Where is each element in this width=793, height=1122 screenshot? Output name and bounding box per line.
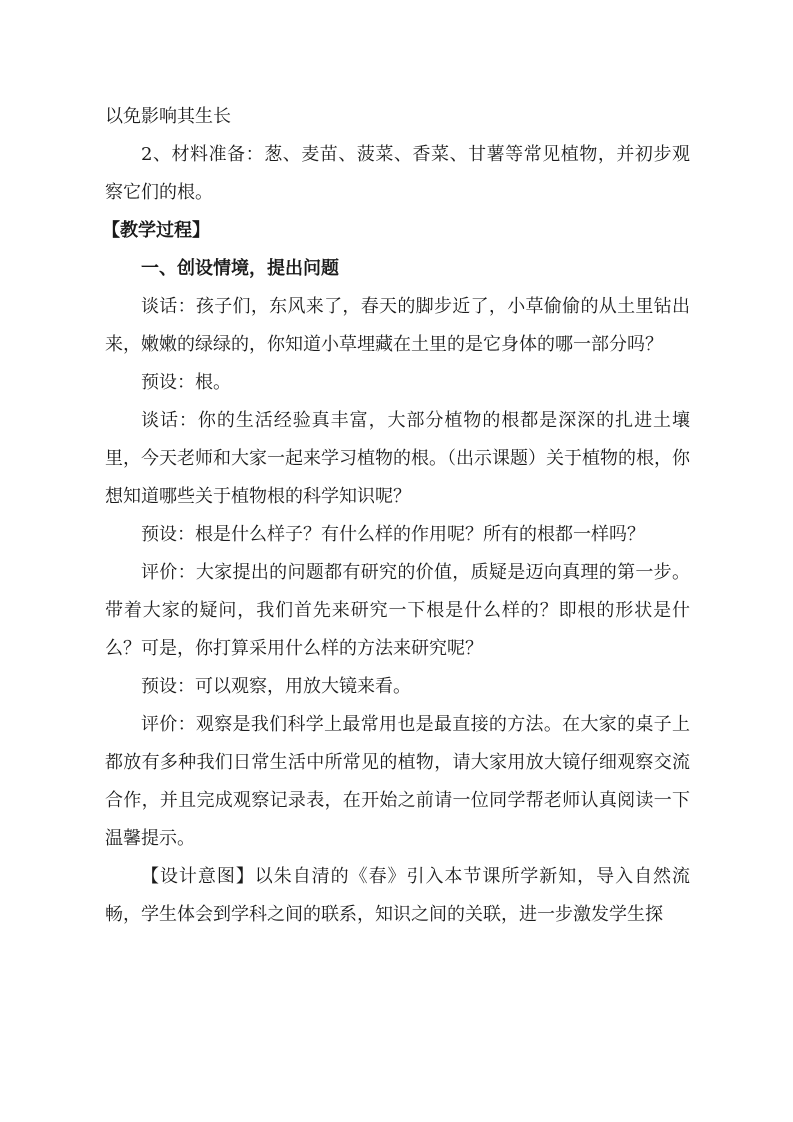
paragraph-preset-2: 预设：根是什么样子？有什么样的作用呢？所有的根都一样吗？ <box>141 524 645 545</box>
paragraph-preset-1: 预设：根。 <box>141 372 231 393</box>
paragraph-continuation: 以免影响其生长 <box>105 106 231 127</box>
paragraph-talk-2: 谈话：你的生活经验真丰富，大部分植物的根都是深深的扎进土壤里，今天老师和大家一起来学习植物的根。（出示课题）关于植物的根，你想知道哪些关于植物根的科学知识呢？ <box>105 410 690 507</box>
subsection-heading-situation: 一、创设情境，提出问题 <box>141 258 339 279</box>
paragraph-talk-1: 谈话：孩子们，东风来了，春天的脚步近了，小草偷偷的从土里钻出来，嫩嫩的绿绿的，你知道小草埋藏在土里的是它身体的哪一部分吗？ <box>105 296 690 355</box>
paragraph-evaluation-2: 评价：观察是我们科学上最常用也是最直接的方法。在大家的桌子上都放有多种我们日常生活中所常见的植物，请大家用放大镜仔细观察交流合作，并且完成观察记录表，在开始之前请一位同学帮老师认真阅读一下温馨提示。 <box>105 714 690 849</box>
document-body <box>102 98 690 934</box>
paragraph-preset-3: 预设：可以观察，用放大镜来看。 <box>141 676 411 697</box>
paragraph-design-intent: 【设计意图】以朱自清的《春》引入本节课所学新知，导入自然流畅，学生体会到学科之间的联系，知识之间的关联，进一步激发学生探 <box>105 866 690 925</box>
paragraph-materials: 2、材料准备：葱、麦苗、菠菜、香菜、甘薯等常见植物，并初步观察它们的根。 <box>105 144 690 203</box>
section-heading-teaching-process: 【教学过程】 <box>102 220 210 241</box>
paragraph-evaluation-1: 评价：大家提出的问题都有研究的价值，质疑是迈向真理的第一步。带着大家的疑问，我们首先来研究一下根是什么样的？即根的形状是什么？可是，你打算采用什么样的方法来研究呢？ <box>105 562 690 659</box>
